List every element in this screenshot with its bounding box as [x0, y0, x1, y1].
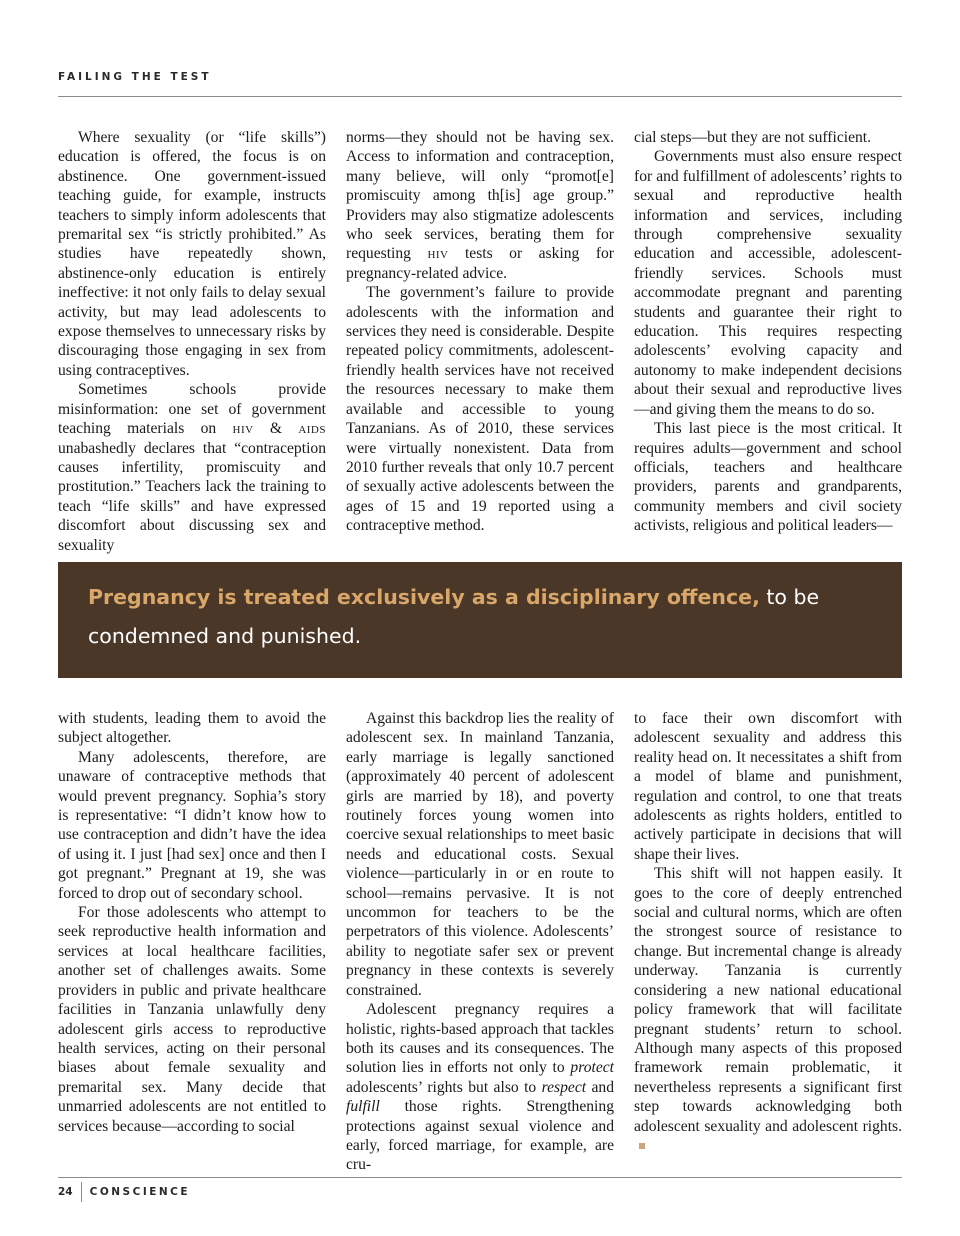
top-column-3 [634, 128, 902, 536]
paragraph: to face their own discomfort with adolescent sexuality and address this reality head on. It necessitates a shift from a model of blame and punishment, regulation and control, to one that treats adolescents as rights holders, entitled to actively participate in decisions that will shape their lives. [634, 710, 902, 863]
publication-name: CONSCIENCE [89, 1186, 191, 1198]
pull-quote [58, 562, 902, 678]
paragraph [346, 128, 614, 283]
hiv-abbrev: hiv [427, 245, 449, 263]
paragraph [346, 1000, 614, 1175]
emphasis-respect: respect [541, 1078, 587, 1096]
running-head: FAILING THE TEST [58, 71, 212, 83]
header-rule [58, 96, 902, 97]
paragraph [634, 864, 902, 1155]
top-column-2 [346, 128, 614, 536]
paragraph: The government’s failure to provide adolescents with the information and services they need is considerable. Despite repeated policy commitments, adolescent-friendly health services have not received the resources necessary to make them available and accessible to young Tanzanians. As of 2010, these services were virtually nonexistent. Data from 2010 further reveals that only 10.7 percent of sexually active adolescents between the ages of 15 and 19 reported using a contraceptive method. [346, 284, 614, 535]
aids-abbrev: aids [298, 420, 326, 438]
text-run: those rights. Strengthening protections against sexual violence and early, forced marriage, for example, are cru- [346, 1098, 614, 1174]
text-run: unabashedly declares that “contraception causes infertility, promiscuity and prostitution.” Teachers lack the training to teach “life skills” and have expressed discomfort about discussing sex and sexuality [58, 439, 326, 554]
paragraph: Where sexuality (or “life skills”) education is offered, the focus is on abstinence. One government-issued teaching guide, for example, instructs teachers to simply inform adolescents that premarital sex “is strictly prohibited.” As studies have repeatedly shown, abstinence-only education is entirely ineffective: it not only fails to delay sexual activity, but may lead adolescents to expose themselves to unnecessary risks by discouraging those engaging in sex from using contraceptives. [58, 129, 326, 379]
paragraph: with students, leading them to avoid the subject altogether. [58, 710, 326, 747]
paragraph: cial steps—but they are not sufficient. [634, 129, 872, 146]
footer-rule [58, 1177, 902, 1178]
text-run: adolescents’ rights but also to [346, 1078, 542, 1096]
footer [58, 1182, 190, 1202]
paragraph: Many adolescents, therefore, are unaware of contraceptive methods that would prevent pregnancy. Sophia’s story is representative: “I didn’t know how to use contraception and didn’t have the idea of using it. I just [had sex] once and then I got pregnant.” Pregnant at 19, she was forced to drop out of secondary school. [58, 748, 326, 902]
bottom-column-2 [346, 709, 614, 1175]
text-run: tests or asking for pregnancy-related advice. [346, 245, 615, 282]
text-run: and [586, 1078, 614, 1096]
text-run: Adolescent pregnancy requires a holistic, rights-based approach that tackles both its causes and its consequences. The solution lies in efforts not only to [346, 1001, 614, 1077]
paragraph [58, 380, 326, 555]
paragraph: For those adolescents who attempt to seek reproductive health information and services at local healthcare facilities, another set of challenges awaits. Some providers in public and private healthcare facilities in Tanzania unlawfully deny adolescent girls access to reproductive health services, acting on their personal biases about female sexuality and premarital sex. Many decide that unmarried adolescents are not entitled to services because—according to social [58, 904, 326, 1135]
top-column-1 [58, 128, 326, 555]
end-of-article-mark [639, 1143, 645, 1149]
emphasis-protect: protect [570, 1059, 614, 1077]
paragraph: This last piece is the most critical. It requires adults—government and school officials, teachers and healthcare providers, parents and grandparents, community members and civil society activists, religious and political leaders— [634, 420, 902, 535]
bottom-column-3 [634, 709, 902, 1155]
bottom-column-1 [58, 709, 326, 1136]
text-run: norms—they should not be having sex. Access to information and contraception, many believe, will only “promot[e] promiscuity among th[is] age group.” Providers may also stigmatize adolescents who seek services, berating them for requesting [346, 129, 614, 263]
text-run: & [253, 420, 299, 438]
pull-quote-highlight: Pregnancy is treated exclusively as a disciplinary offence, [88, 585, 760, 609]
text-run: Sometimes schools provide misinformation: one set of government teaching materials on [58, 381, 326, 438]
text-run: This shift will not happen easily. It goes to the core of deeply entrenched social and cultural norms, which are often the strongest source of resistance to change. But incremental change is already underway. Tanzania is currently considering a new national educational policy framework that will facilitate pregnant students’ return to school. Although many aspects of this proposed framework remain problematic, it nevertheless represents a significant first step towards acknowledging both adolescent sexuality and adolescent rights. [634, 865, 902, 1135]
paragraph: Against this backdrop lies the reality of adolescent sex. In mainland Tanzania, early marriage is legally sanctioned (approximately 40 percent of adolescent girls are married by 18), and poverty routinely forces young women into coercive sexual relationships to meet basic needs and educational costs. Sexual violence—particularly in or en route to school—remains pervasive. It is not uncommon for teachers to be the perpetrators of this violence. Adolescents’ ability to negotiate safer sex or prevent pregnancy in these contexts is severely constrained. [346, 710, 614, 999]
emphasis-fulfill: fulfill [346, 1098, 380, 1116]
page-number: 24 [58, 1186, 73, 1198]
paragraph: Governments must also ensure respect for and fulfillment of adolescents’ rights to sexual and reproductive health information and services, including through comprehensive sexuality education and accessible, adolescent-friendly services. Schools must accommodate pregnant and parenting students and guarantee their right to education. This requires respecting adolescents’ evolving capacity and autonomy to make independent decisions about their sexual and reproductive lives—and giving them the means to do so. [634, 148, 902, 418]
pull-quote-text: to be condemned and punished. [88, 585, 820, 648]
folio-divider [81, 1182, 82, 1202]
hiv-abbrev: hiv [232, 420, 254, 438]
